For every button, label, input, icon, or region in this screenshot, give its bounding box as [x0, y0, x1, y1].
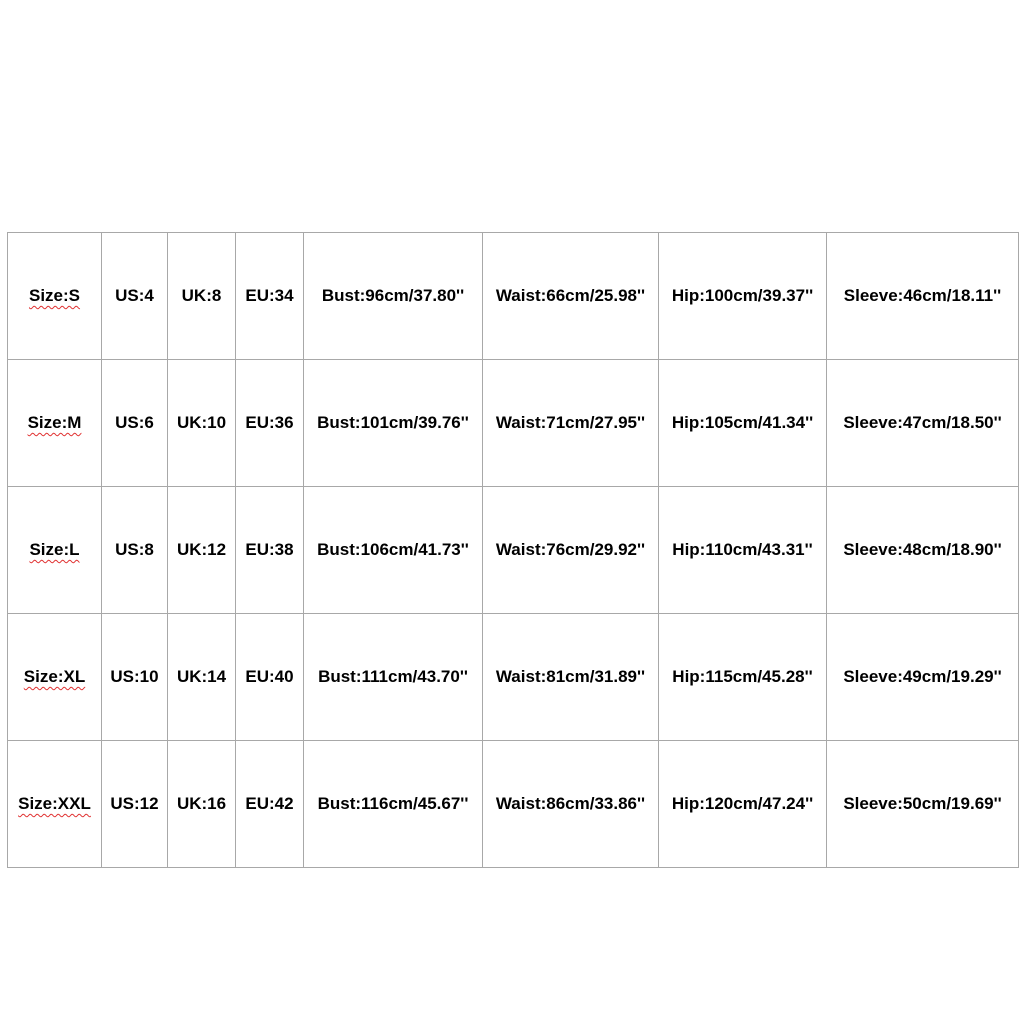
- bust-cell: Bust:106cm/41.73'': [304, 487, 483, 614]
- us-size-cell: US:4: [102, 233, 168, 360]
- hip-cell: Hip:120cm/47.24'': [659, 741, 827, 868]
- table-row: [8, 233, 1019, 360]
- hip-cell: Hip:100cm/39.37'': [659, 233, 827, 360]
- size-label: Size:L: [29, 540, 80, 559]
- table-row: [8, 741, 1019, 868]
- table-row: [8, 614, 1019, 741]
- size-cell: [8, 741, 102, 868]
- eu-size-cell: EU:34: [236, 233, 304, 360]
- sleeve-cell: Sleeve:49cm/19.29'': [827, 614, 1019, 741]
- eu-size-cell: EU:36: [236, 360, 304, 487]
- waist-cell: Waist:71cm/27.95'': [483, 360, 659, 487]
- eu-size-cell: EU:38: [236, 487, 304, 614]
- bust-cell: Bust:101cm/39.76'': [304, 360, 483, 487]
- table-row: [8, 487, 1019, 614]
- sleeve-cell: Sleeve:46cm/18.11'': [827, 233, 1019, 360]
- eu-size-cell: EU:40: [236, 614, 304, 741]
- size-label: Size:M: [27, 413, 82, 432]
- uk-size-cell: UK:8: [168, 233, 236, 360]
- sleeve-cell: Sleeve:48cm/18.90'': [827, 487, 1019, 614]
- sleeve-cell: Sleeve:47cm/18.50'': [827, 360, 1019, 487]
- sleeve-cell: Sleeve:50cm/19.69'': [827, 741, 1019, 868]
- us-size-cell: US:8: [102, 487, 168, 614]
- us-size-cell: US:10: [102, 614, 168, 741]
- bust-cell: Bust:96cm/37.80'': [304, 233, 483, 360]
- size-cell: [8, 487, 102, 614]
- bust-cell: Bust:111cm/43.70'': [304, 614, 483, 741]
- uk-size-cell: UK:12: [168, 487, 236, 614]
- eu-size-cell: EU:42: [236, 741, 304, 868]
- uk-size-cell: UK:16: [168, 741, 236, 868]
- waist-cell: Waist:81cm/31.89'': [483, 614, 659, 741]
- uk-size-cell: UK:10: [168, 360, 236, 487]
- waist-cell: Waist:66cm/25.98'': [483, 233, 659, 360]
- us-size-cell: US:12: [102, 741, 168, 868]
- hip-cell: Hip:105cm/41.34'': [659, 360, 827, 487]
- size-chart-table: [7, 232, 1019, 868]
- waist-cell: Waist:76cm/29.92'': [483, 487, 659, 614]
- waist-cell: Waist:86cm/33.86'': [483, 741, 659, 868]
- size-label: Size:XL: [23, 667, 86, 686]
- size-cell: [8, 614, 102, 741]
- hip-cell: Hip:110cm/43.31'': [659, 487, 827, 614]
- hip-cell: Hip:115cm/45.28'': [659, 614, 827, 741]
- uk-size-cell: UK:14: [168, 614, 236, 741]
- size-label: Size:S: [28, 286, 81, 305]
- size-label: Size:XXL: [18, 794, 91, 813]
- bust-cell: Bust:116cm/45.67'': [304, 741, 483, 868]
- us-size-cell: US:6: [102, 360, 168, 487]
- table-row: [8, 360, 1019, 487]
- size-cell: [8, 233, 102, 360]
- size-cell: [8, 360, 102, 487]
